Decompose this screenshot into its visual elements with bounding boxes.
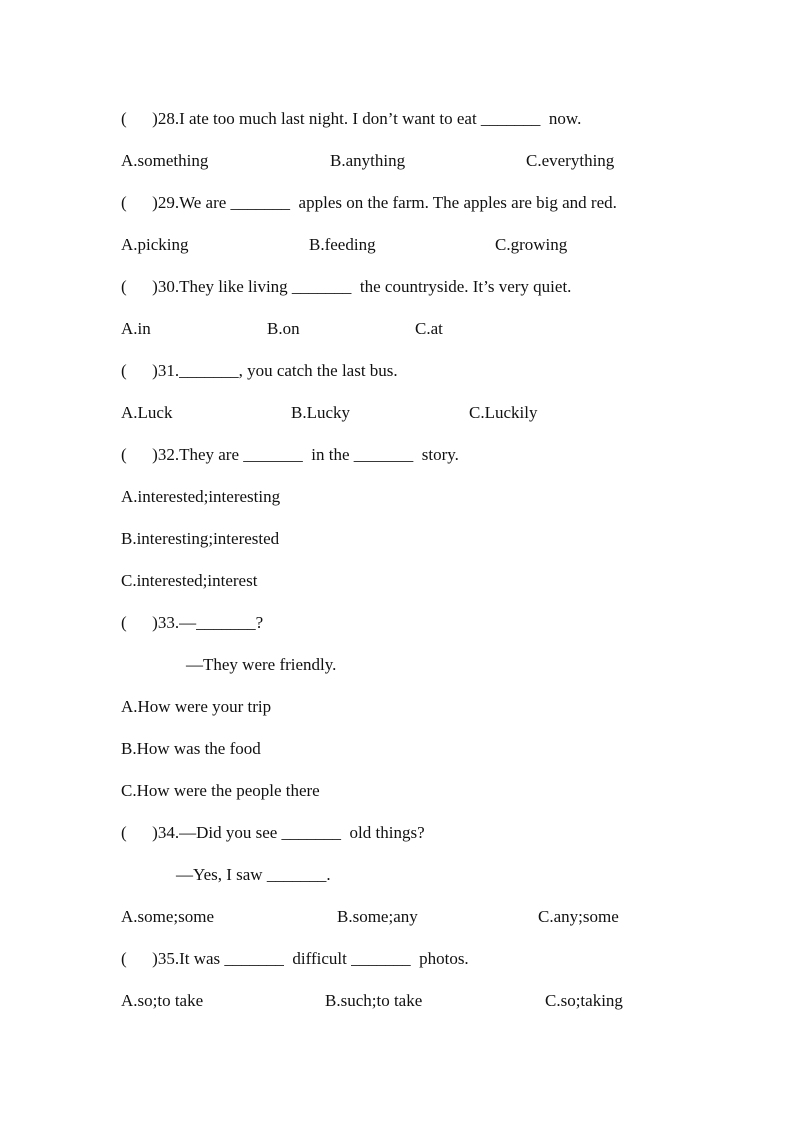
option-a: A.some;some — [121, 907, 215, 926]
dialogue-reply: —They were friendly. — [186, 655, 337, 674]
question-stem-text: ( )34.—Did you see _______ old things? — [121, 823, 425, 842]
question-stem-text: ( )33.—_______? — [121, 613, 264, 632]
question-33-answer-line — [0, 654, 800, 676]
option-b: B.such;to take — [325, 991, 423, 1010]
option-b: B.feeding — [309, 235, 376, 254]
option-a: A.interested;interesting — [121, 487, 281, 506]
option-b: B.on — [267, 319, 300, 338]
option-a: A.How were your trip — [121, 697, 272, 716]
question-29-options — [0, 234, 800, 256]
question-30-stem — [0, 276, 800, 298]
question-31-options — [0, 402, 800, 424]
question-28-options — [0, 150, 800, 172]
question-stem-text: ( )29.We are _______ apples on the farm. The apples are big and red. — [121, 193, 617, 212]
dialogue-reply: —Yes, I saw _______. — [176, 865, 331, 884]
question-28-stem — [0, 108, 800, 130]
question-32-stem — [0, 444, 800, 466]
question-35-options — [0, 990, 800, 1012]
question-33-option-a — [0, 696, 800, 718]
question-33-stem — [0, 612, 800, 634]
option-c: C.Luckily — [469, 403, 538, 422]
question-32-option-a — [0, 486, 800, 508]
option-c: C.growing — [495, 235, 568, 254]
option-b: B.interesting;interested — [121, 529, 280, 548]
option-b: B.Lucky — [291, 403, 351, 422]
option-c: C.everything — [526, 151, 615, 170]
question-stem-text: ( )35.It was _______ difficult _______ photos. — [121, 949, 469, 968]
question-30-options — [0, 318, 800, 340]
option-a: A.Luck — [121, 403, 173, 422]
question-stem-text: ( )30.They like living _______ the countryside. It’s very quiet. — [121, 277, 572, 296]
question-34-stem — [0, 822, 800, 844]
question-35-stem — [0, 948, 800, 970]
option-a: A.something — [121, 151, 209, 170]
option-b: B.some;any — [337, 907, 418, 926]
question-stem-text: ( )32.They are _______ in the _______ story. — [121, 445, 459, 464]
question-stem-text: ( )28.I ate too much last night. I don’t want to eat _______ now. — [121, 109, 582, 128]
option-c: C.any;some — [538, 907, 619, 926]
option-c: C.How were the people there — [121, 781, 320, 800]
option-a: A.so;to take — [121, 991, 204, 1010]
question-33-option-c — [0, 780, 800, 802]
question-29-stem — [0, 192, 800, 214]
question-32-option-c — [0, 570, 800, 592]
option-c: C.so;taking — [545, 991, 623, 1010]
option-c: C.at — [415, 319, 443, 338]
question-34-answer-line — [0, 864, 800, 886]
option-b: B.How was the food — [121, 739, 261, 758]
question-31-stem — [0, 360, 800, 382]
option-b: B.anything — [330, 151, 406, 170]
question-34-options — [0, 906, 800, 928]
question-32-option-b — [0, 528, 800, 550]
question-33-option-b — [0, 738, 800, 760]
question-stem-text: ( )31._______, you catch the last bus. — [121, 361, 398, 380]
option-a: A.in — [121, 319, 151, 338]
option-a: A.picking — [121, 235, 189, 254]
option-c: C.interested;interest — [121, 571, 258, 590]
